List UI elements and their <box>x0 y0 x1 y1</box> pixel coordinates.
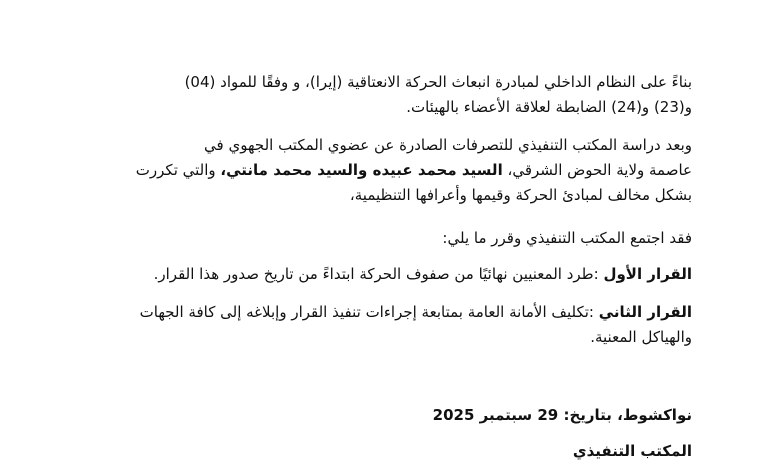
intro-line-1: بناءً على النظام الداخلي لمبادرة انبعاث الحركة الانعتاقية (إيرا)، و وفقًا للمواد (04) <box>184 73 692 91</box>
signature-block: المكتب التنفيذي <box>572 442 692 460</box>
decision-2-label: القرار الثاني <box>598 303 692 321</box>
meeting-paragraph <box>82 226 692 251</box>
study-line-3: بشكل مخالف لمبادئ الحركة وقيمها وأعرافها التنظيمية، <box>349 186 692 204</box>
decision-2-line-1 <box>82 300 692 325</box>
decision-2-text: :تكليف الأمانة العامة بمتابعة إجراءات تنفيذ القرار وإبلاغه إلى كافة الجهات <box>139 303 594 321</box>
decision-1-text: :طرد المعنيين نهائيًا من صفوف الحركة ابتداءً من تاريخ صدور هذا القرار. <box>153 265 599 283</box>
member-names: السيد محمد عبيده والسيد محمد مانتي، <box>220 161 503 179</box>
decision-2-paragraph <box>82 300 692 350</box>
intro-line-2: و(23) و(24) الضابطة لعلاقة الأعضاء بالهيئات. <box>406 98 692 116</box>
study-line-2-suffix: والتي تكررت <box>135 161 221 179</box>
dateline: نواكشوط، بتاريخ: 29 سبتمبر 2025 <box>432 406 692 424</box>
study-paragraph <box>82 133 692 208</box>
meeting-line: فقد اجتمع المكتب التنفيذي وقرر ما يلي: <box>442 229 692 247</box>
study-line-2-prefix: عاصمة ولاية الحوض الشرقي، <box>502 161 692 179</box>
decision-2-line-2: والهياكل المعنية. <box>590 328 692 346</box>
intro-paragraph <box>82 70 692 120</box>
decision-1-paragraph <box>82 262 692 287</box>
study-line-2 <box>82 158 692 183</box>
decision-1-line <box>82 262 692 287</box>
study-line-1: وبعد دراسة المكتب التنفيذي للتصرفات الصادرة عن عضوي المكتب الجهوي في <box>204 136 692 154</box>
decision-1-label: القرار الأول <box>603 265 692 283</box>
